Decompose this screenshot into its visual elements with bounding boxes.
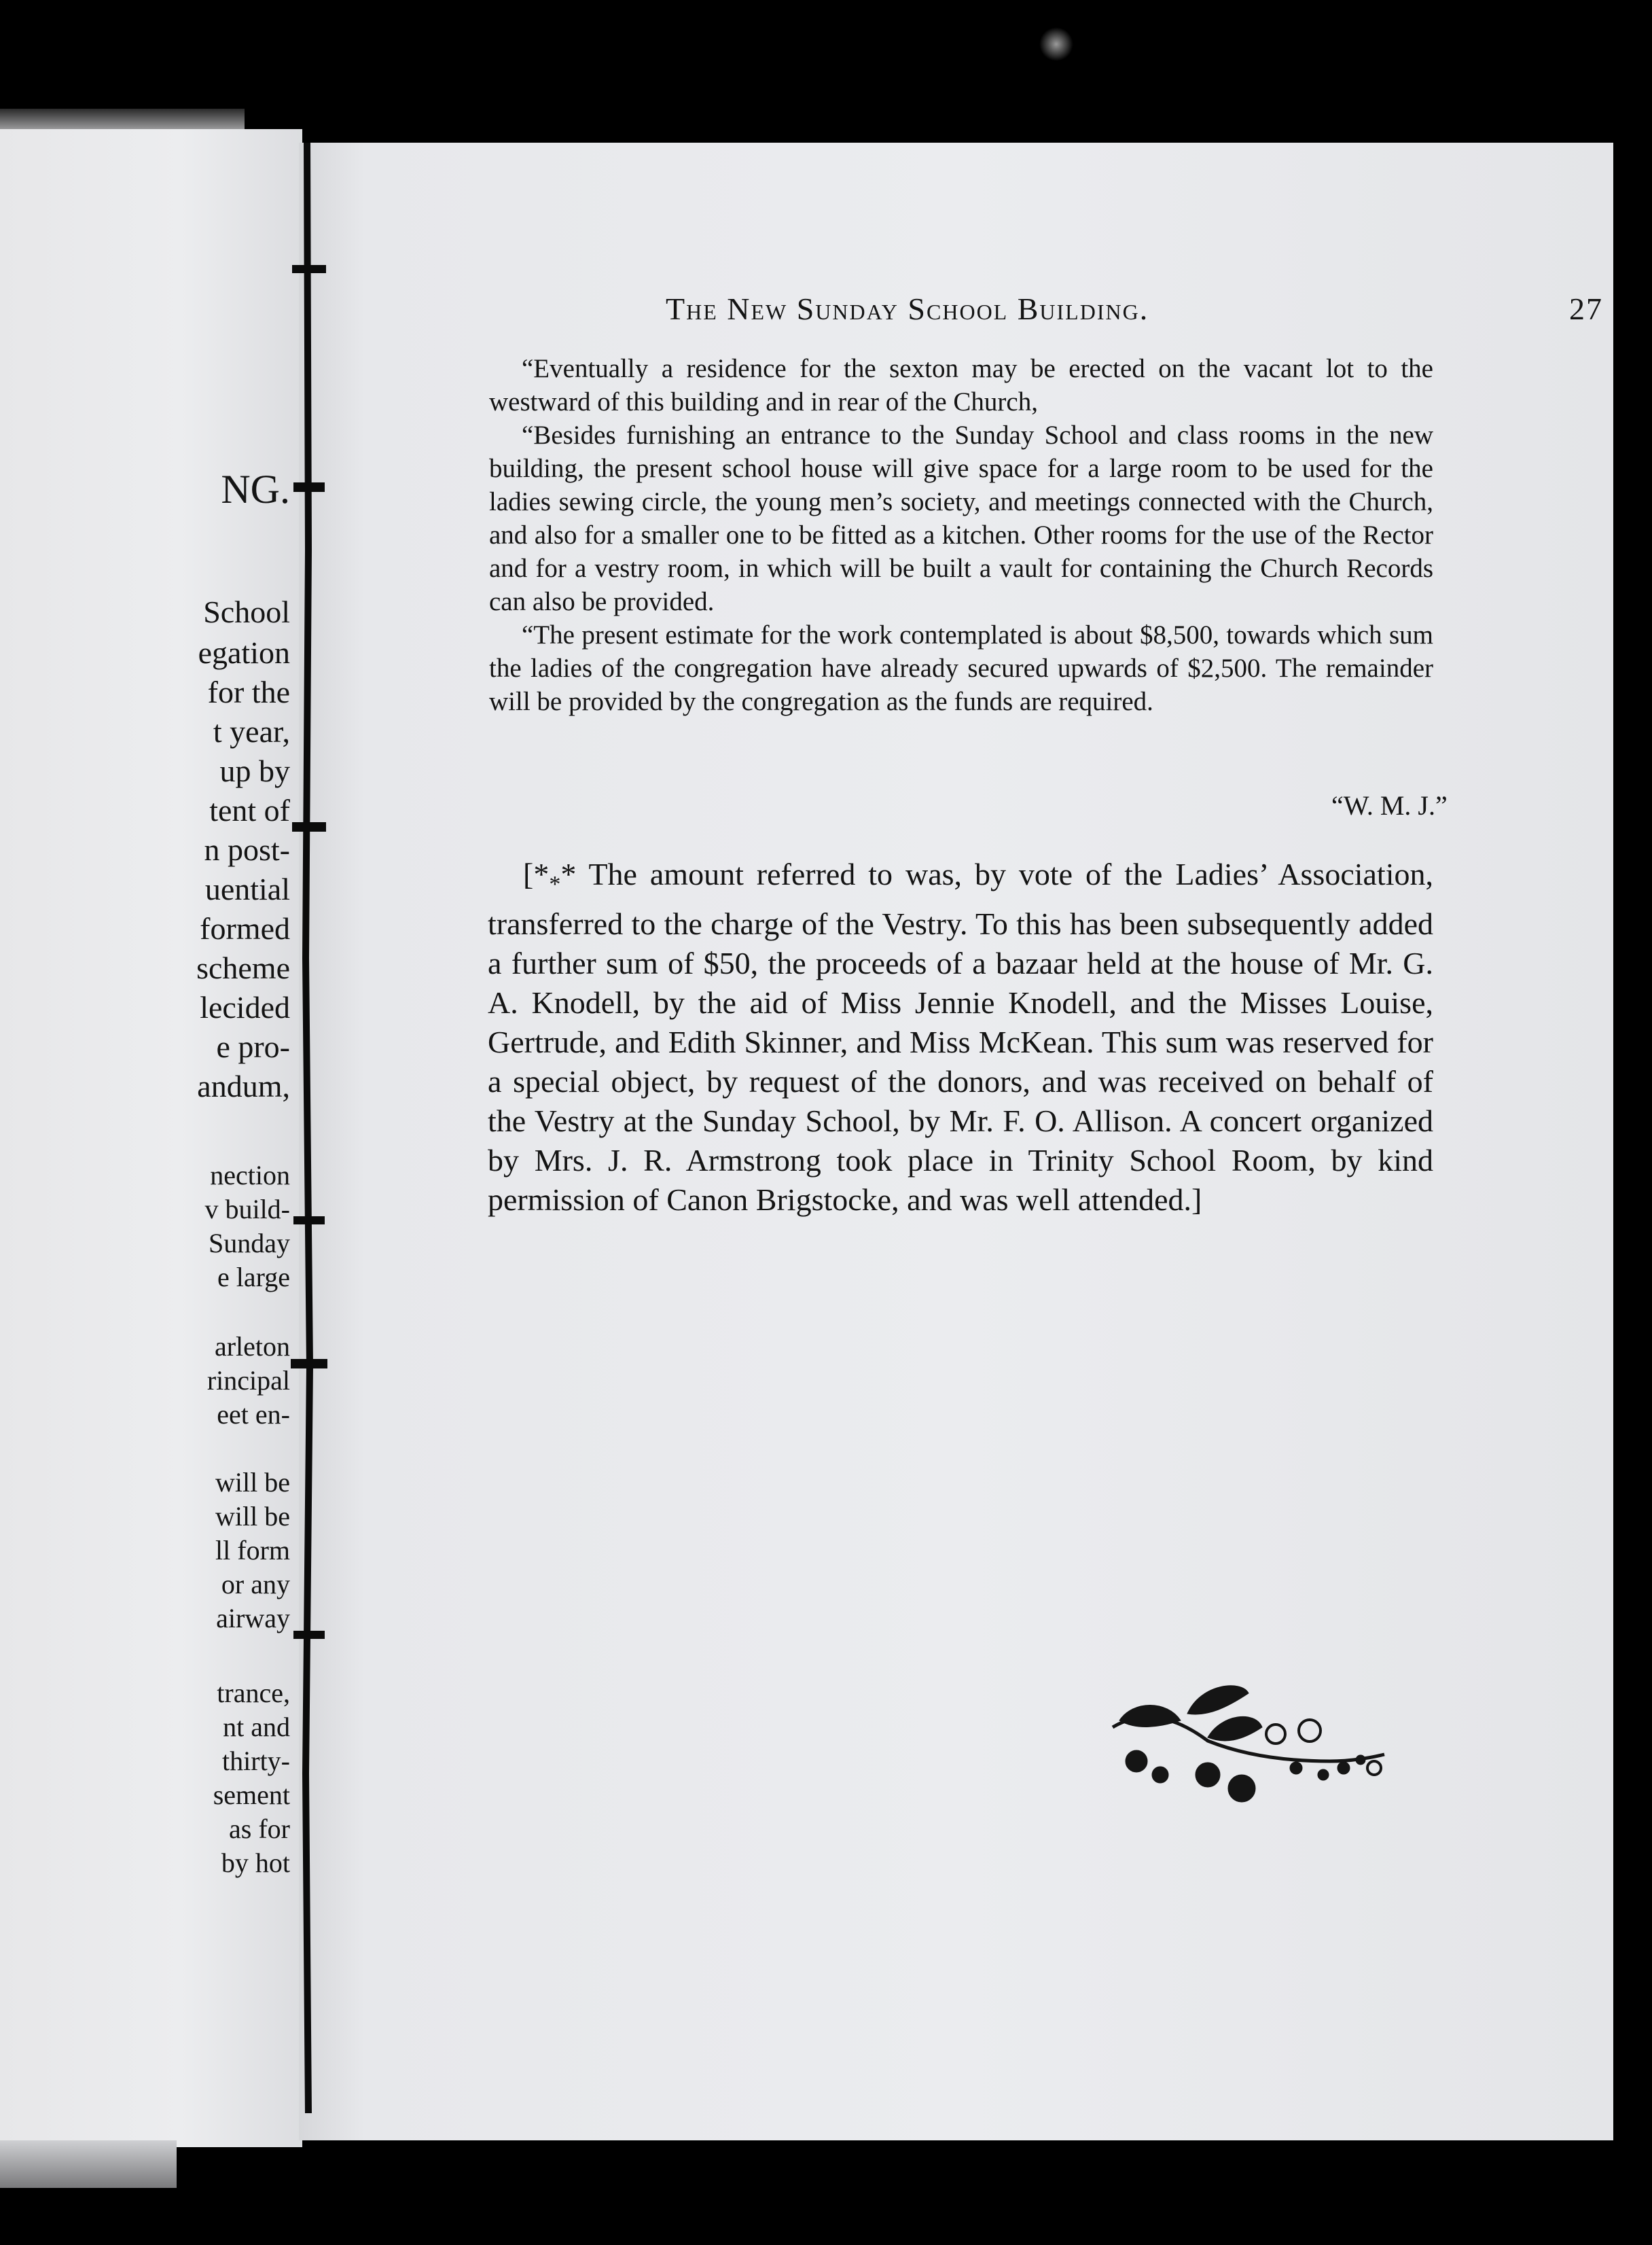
left-line-fragment: up by [219, 754, 290, 788]
left-line-fragment: Sunday [209, 1228, 290, 1258]
left-line-fragment: thirty- [222, 1746, 290, 1776]
quoted-letter [489, 352, 1433, 718]
paragraph: “The present estimate for the work contemplated is about $8,500, towards which sum the ladies of the congregation have already secured upwards of $2,500. The remainder will be provided by the congregation as the funds are required. [489, 620, 1433, 716]
left-line-fragment: formed [200, 911, 290, 946]
paragraph: “Eventually a residence for the sexton may be erected on the vacant lot to the westward of this building and in rear of the Church, [489, 354, 1433, 417]
note-marker: [* [523, 857, 550, 891]
left-line-fragment: nt and [223, 1712, 290, 1742]
left-line-fragment: tent of [209, 793, 290, 828]
page-number: 27 [1569, 291, 1603, 326]
left-line-fragment: or any [221, 1569, 290, 1599]
scan-speck [1039, 27, 1073, 61]
left-line-fragment: trance, [217, 1678, 290, 1708]
note-text: The amount referred to was, by vote of the Ladies’ Association, transferred to the charge of the Vestry. To this has been subsequently added a further sum of $50, the proceeds of a bazaar held at the house of Mr. G. A. Knodell, by the aid of Miss Jennie Knodell, and the Misses Louise, Gertrude, and Edith Skinner, and Miss McKean. This sum was reserved for a special object, by request of the donors, and was received on behalf of the Vestry at the Sunday School, by Mr. F. O. Allison. A concert organized by Mrs. J. R. Armstrong took place in Trinity School Room, by kind permission of Canon Brigstocke, and was well attended.] [488, 857, 1433, 1218]
left-line-fragment: andum, [197, 1069, 290, 1103]
left-line-fragment: by hot [221, 1848, 290, 1878]
left-line-fragment: will be [215, 1501, 290, 1532]
left-line-fragment: will be [215, 1467, 290, 1498]
left-line-fragment: airway [216, 1603, 290, 1633]
floral-ornament [1106, 1680, 1391, 1816]
editor-note [488, 855, 1433, 1220]
left-line-fragment: School [203, 595, 290, 629]
left-heading-fragment: NG. [221, 467, 290, 512]
left-page-bottom-edge [0, 2140, 177, 2188]
signature: “W. M. J.” [1331, 790, 1448, 821]
paragraph: “Besides furnishing an entrance to the Sunday School and class rooms in the new building, the present school house will give space for a large room to be used for the ladies sewing circle, the young men’s society, and meetings connected with the Church, and also for a smaller one to be fitted as a kitchen. Other rooms for the use of the Rector and for a vestry room, in which will be built a vault for containing the Church Records can also be provided. [489, 421, 1433, 616]
note-marker-sub: * [549, 872, 561, 898]
left-line-fragment: v build- [204, 1194, 290, 1224]
left-line-fragment: nection [210, 1160, 290, 1190]
running-head-title: The New Sunday School Building. [666, 291, 1149, 326]
left-line-fragment: rincipal [206, 1365, 290, 1396]
left-line-fragment: t year, [213, 714, 290, 749]
binding-stitches [285, 143, 333, 2113]
note-marker-end: * [560, 857, 577, 891]
left-line-fragment: egation [198, 635, 290, 670]
right-page [299, 143, 1613, 2140]
left-line-fragment: arleton [214, 1331, 290, 1362]
left-line-fragment: sement [213, 1780, 290, 1810]
left-line-fragment: eet en- [217, 1399, 290, 1430]
left-line-fragment: e large [217, 1262, 290, 1292]
left-page [0, 129, 302, 2147]
left-line-fragment: lecided [200, 990, 290, 1025]
left-line-fragment: scheme [196, 951, 290, 985]
left-line-fragment: as for [229, 1814, 290, 1844]
left-line-fragment: for the [207, 675, 290, 709]
left-line-fragment: ll form [215, 1535, 290, 1566]
left-line-fragment: n post- [204, 832, 290, 867]
left-line-fragment: e pro- [216, 1029, 290, 1064]
left-line-fragment: uential [204, 872, 290, 906]
